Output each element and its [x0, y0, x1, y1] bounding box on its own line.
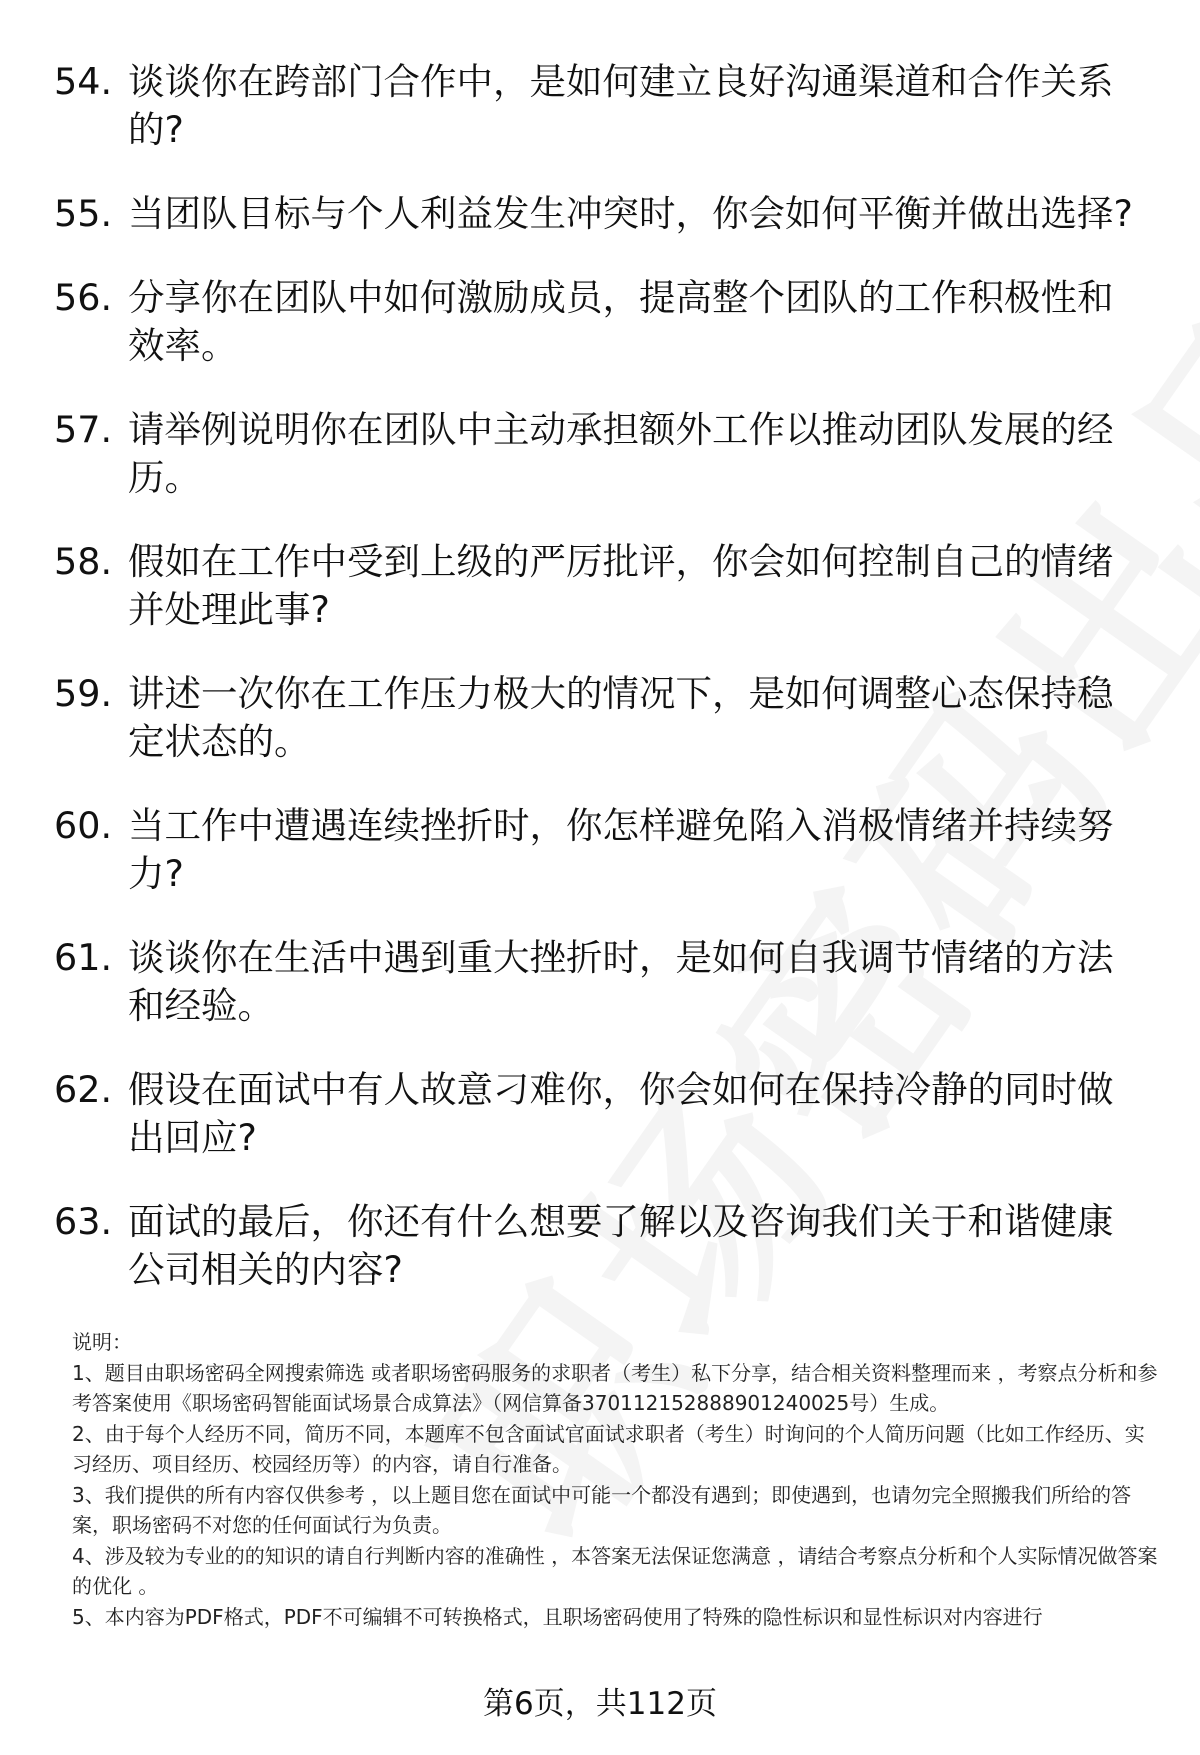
- notes-heading: 说明：: [72, 1330, 132, 1354]
- question-text: 假如在工作中受到上级的严厉批评，你会如何控制自己的情绪并处理此事?: [128, 540, 1114, 631]
- question-number: 54.: [54, 60, 113, 103]
- question-number: 63.: [54, 1200, 113, 1243]
- question-item: [54, 190, 1154, 238]
- page-number: 第6页，共112页: [483, 1686, 717, 1722]
- question-number: 61.: [54, 936, 113, 979]
- question-number: 58.: [54, 540, 113, 583]
- question-number: 60.: [54, 804, 113, 847]
- question-item: [54, 670, 1154, 766]
- question-text: 假设在面试中有人故意刁难你，你会如何在保持冷静的同时做出回应?: [128, 1068, 1114, 1159]
- note-item: 4、涉及较为专业的的知识的请自行判断内容的准确性 ，本答案无法保证您满意 ，请结合考察点分析和个人实际情况做答案的优化 。: [72, 1543, 1158, 1598]
- page-footer: [0, 1684, 1200, 1724]
- question-item: [54, 538, 1154, 634]
- question-number: 56.: [54, 276, 113, 319]
- question-number: 62.: [54, 1068, 113, 1111]
- question-text: 谈谈你在生活中遇到重大挫折时，是如何自我调节情绪的方法和经验。: [128, 936, 1114, 1027]
- question-text: 当团队目标与个人利益发生冲突时，你会如何平衡并做出选择?: [128, 192, 1133, 235]
- note-item: 1、题目由职场密码全网搜索筛选 或者职场密码服务的求职者（考生）私下分享，结合相关资料整理而来 ，考察点分析和参考答案使用《职场密码智能面试场景合成算法》（网信算备370112152888901240025号）生成。: [72, 1360, 1158, 1415]
- question-item: [54, 406, 1154, 502]
- question-list: [54, 58, 1154, 1330]
- note-item: 5、本内容为PDF格式，PDF不可编辑不可转换格式，且职场密码使用了特殊的隐性标识和显性标识对内容进行: [72, 1604, 1043, 1629]
- question-item: [54, 1198, 1154, 1294]
- question-item: [54, 802, 1154, 898]
- question-item: [54, 1066, 1154, 1162]
- question-number: 55.: [54, 192, 113, 235]
- question-item: [54, 934, 1154, 1030]
- question-text: 当工作中遭遇连续挫折时，你怎样避免陷入消极情绪并持续努力?: [128, 804, 1114, 895]
- question-text: 谈谈你在跨部门合作中，是如何建立良好沟通渠道和合作关系的?: [128, 60, 1114, 151]
- question-text: 分享你在团队中如何激励成员，提高整个团队的工作积极性和效率。: [128, 276, 1114, 367]
- note-item: 3、我们提供的所有内容仅供参考 ，以上题目您在面试中可能一个都没有遇到；即使遇到，也请勿完全照搬我们所给的答案，职场密码不对您的任何面试行为负责。: [72, 1482, 1132, 1537]
- note-item: 2、由于每个人经历不同，简历不同，本题库不包含面试官面试求职者（考生）时询问的个人简历问题（比如工作经历、实习经历、项目经历、校园经历等）的内容，请自行准备。: [72, 1421, 1145, 1476]
- question-number: 59.: [54, 672, 113, 715]
- notes-section: [72, 1327, 1162, 1632]
- question-text: 面试的最后，你还有什么想要了解以及咨询我们关于和谐健康公司相关的内容?: [128, 1200, 1114, 1291]
- question-text: 讲述一次你在工作压力极大的情况下，是如何调整心态保持稳定状态的。: [128, 672, 1114, 763]
- question-number: 57.: [54, 408, 113, 451]
- question-item: [54, 274, 1154, 370]
- question-text: 请举例说明你在团队中主动承担额外工作以推动团队发展的经历。: [128, 408, 1114, 499]
- question-item: [54, 58, 1154, 154]
